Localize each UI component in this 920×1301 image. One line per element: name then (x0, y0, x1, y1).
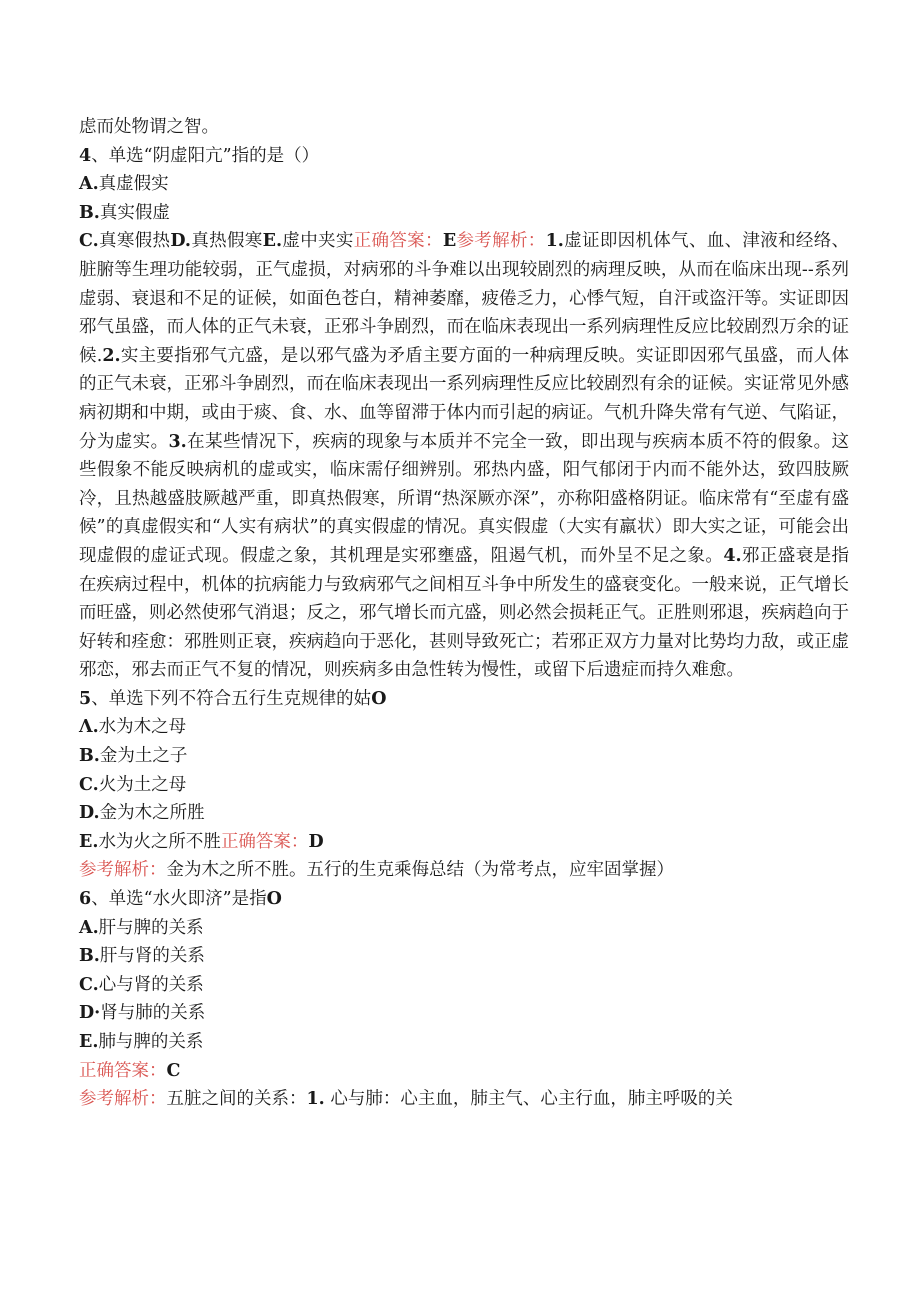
q6-analysis-pre: 五脏之间的关系： (166, 1089, 307, 1110)
q5-number: 5 (79, 688, 92, 709)
q4-analysis-num-2: 2. (102, 345, 121, 366)
q5-option-c: C.火为土之母 (79, 774, 187, 795)
q6-option-a: A.肝与脾的关系 (79, 917, 204, 938)
q4-analysis-num-4: 4. (723, 545, 742, 566)
q4-analysis-4: 邪正盛衰是指在疾病过程中，机体的抗病能力与致病邪气之间相互斗争中所发生的盛衰变化。一般来说，正气增长而旺盛，则必然使邪气消退；反之，邪气增长而亢盛，则必然会损耗正气。正胜则邪退，疾病趋向于好转和痊愈：邪胜则正衰，疾病趋向于恶化，甚则导致死亡；若邪正双方力量对比势均力敌，或正虚邪恋，邪去而正气不复的情况，则疾病多由急性转为慢性，或留下后遗症而持久难愈。 (79, 545, 849, 681)
q5-stem-text: 、单选下列不符合五行生克规律的姑 (91, 688, 372, 709)
q4-analysis-num-1: 1. (545, 231, 564, 252)
q4-analysis-num-3: 3. (168, 431, 187, 452)
q4-answer-label: 正确答案： (353, 231, 443, 252)
q6-analysis-text: 心与肺：心主血，肺主气、心主行血，肺主呼吸的关 (324, 1089, 733, 1110)
q6-answer: C (166, 1060, 181, 1081)
q6-option-e: E.肺与脾的关系 (79, 1032, 204, 1052)
lead-text: 虑而处物谓之智。 (79, 117, 219, 137)
q6-number: 6 (79, 889, 92, 910)
q4-analysis-3: 在某些情况下，疾病的现象与本质并不完全一致，即出现与疾病本质不符的假象。这些假象不能反映病机的虚或实，临床需仔细辨别。邪热内盛，阳气郁闭于内而不能外达，致四肢厥冷，且热越盛肢厥越严重，即真热假寒，所谓“热深厥亦深”，亦称阳盛格阴证。临床常有“至虚有盛候”的真虚假实和“人实有病状”的真实假虚的情况。真实假虚（大实有羸状）即大实之证，可能会出现虚假的虚证式现。假虚之象，其机理是实邪壅盛，阻遏气机，而外呈不足之象。 (79, 431, 850, 566)
q6-stem: 6、单选“水火即济”是指O (79, 889, 282, 910)
q6-analysis-num: 1. (306, 1089, 325, 1110)
q4-option-c: 真寒假热 (98, 231, 171, 252)
q5-analysis-text: 金为木之所不胜。五行的生克乘侮总结（为常考点，应牢固掌握） (166, 860, 674, 881)
q5-option-e: E.水为火之所不胜正确答案：D (79, 831, 324, 852)
q5-option-b: B.金为土之子 (79, 746, 188, 767)
q5-answer: D (308, 831, 324, 852)
q4-analysis-1: 虚证即因机体气、血、津液和经络、脏腑等生理功能较弱，正气虚损，对病邪的斗争难以出现较剧烈的病理反映，从而在临床出现--系列虚弱、衰退和不足的证候，如面色苍白，精神萎靡，疲倦乏力，心悸气短，自汗或盗汗等。实证即因邪气虽盛，而人体的正气未衰，正邪斗争剧烈，而在临床表现出一系列病理性反应比较剧烈万余的证候. (79, 231, 850, 366)
q4-analysis-2: 实主要指邪气亢盛，是以邪气盛为矛盾主要方面的一种病理反映。实证即因邪气虽盛，而人体的正气未衰，正邪斗争剧烈，而在临床表现出一系列病理性反应比较剧烈有余的证候。实证常见外感病初期和中期，或由于痰、食、水、血等留滞于体内而引起的病证。气机升降失常有气逆、气陷证，分为虚实。 (79, 345, 849, 452)
q6-analysis-label: 参考解析： (79, 1089, 167, 1110)
q6-analysis (79, 1085, 849, 1114)
q4-option-a: A.真虚假实 (79, 174, 169, 195)
q4-option-d: 真热假寒 (191, 231, 263, 252)
q4-number: 4 (79, 145, 92, 166)
q4-option-b: B.真实假虚 (79, 202, 170, 223)
q6-stem-text: 、单选“水火即济”是指 (91, 889, 267, 910)
q6-option-c: C.心与肾的关系 (79, 974, 204, 995)
q4-answer: E (442, 231, 457, 252)
q5-analysis-label: 参考解析： (79, 860, 167, 881)
q6-answer-line (79, 1057, 849, 1086)
q5-analysis (79, 856, 849, 885)
q4-stem (79, 142, 849, 171)
q6-option-d: D·肾与肺的关系 (79, 1003, 206, 1024)
q4-analysis-label: 参考解析： (456, 231, 546, 252)
q5-option-a: Λ.水为木之母 (79, 717, 187, 738)
q6-option-b: B.肝与肾的关系 (79, 946, 205, 967)
q4-options-cde-and-analysis: C.真寒假热D.真热假寒E.虚中夹实正确答案：E参考解析：1.虚证即因机体气、血、津液和经络、脏腑等生理功能较弱，正气虚损，对病邪的斗争难以出现较剧烈的病理反映，从而在临床出现--系列虚弱、衰退和不足的证候，如面色苍白，精神萎靡，疲倦乏力，心悸气短，自汗或盗汗等。实证即因邪气虽盛，而人体的正气未衰，正邪斗争剧烈，而在临床表现出一系列病理性反应比较剧烈万余的证候.2.实主要指邪气亢盛，是以邪气盛为矛盾主要方面的一种病理反映。实证即因邪气虽盛，而人体的正气未衰，正邪斗争剧烈，而在临床表现出一系列病理性反应比较剧烈有余的证候。实证常见外感病初期和中期，或由于痰、食、水、血等留滞于体内而引起的病证。气机升降失常有气逆、气陷证，分为虚实。3.在某些情况下，疾病的现象与本质并不完全一致，即出现与疾病本质不符的假象。这些假象不能反映病机的虚或实，临床需仔细辨别。邪热内盛，阳气郁闭于内而不能外达，致四肢厥冷，且热越盛肢厥越严重，即真热假寒，所谓“热深厥亦深”，亦称阳盛格阴证。临床常有“至虚有盛候”的真虚假实和“人实有病状”的真实假虚的情况。真实假虚（大实有羸状）即大实之证，可能会出现虚假的虚证式现。假虚之象，其机理是实邪壅盛，阻遏气机，而外呈不足之象。4.邪正盛衰是指在疾病过程中，机体的抗病能力与致病邪气之间相互斗争中所发生的盛衰变化。一般来说，正气增长而旺盛，则必然使邪气消退；反之，邪气增长而亢盛，则必然会损耗正气。正胜则邪退，疾病趋向于好转和痊愈：邪胜则正衰，疾病趋向于恶化，甚则导致死亡；若邪正双方力量对比势均力敌，或正虚邪恋，邪去而正气不复的情况，则疾病多由急性转为慢性，或留下后遗症而持久难愈。 (79, 231, 850, 681)
q5-answer-label: 正确答案： (220, 831, 309, 852)
q4-stem-text: 、单选“阴虚阳亢”指的是（） (91, 145, 320, 166)
document-body (79, 113, 849, 1114)
q5-option-d: D.金为木之所胜 (79, 803, 205, 824)
q6-answer-label: 正确答案： (79, 1060, 167, 1081)
q5-stem: 5、单选下列不符合五行生克规律的姑O (79, 688, 387, 709)
q4-option-e: 虚中夹实 (282, 231, 354, 252)
